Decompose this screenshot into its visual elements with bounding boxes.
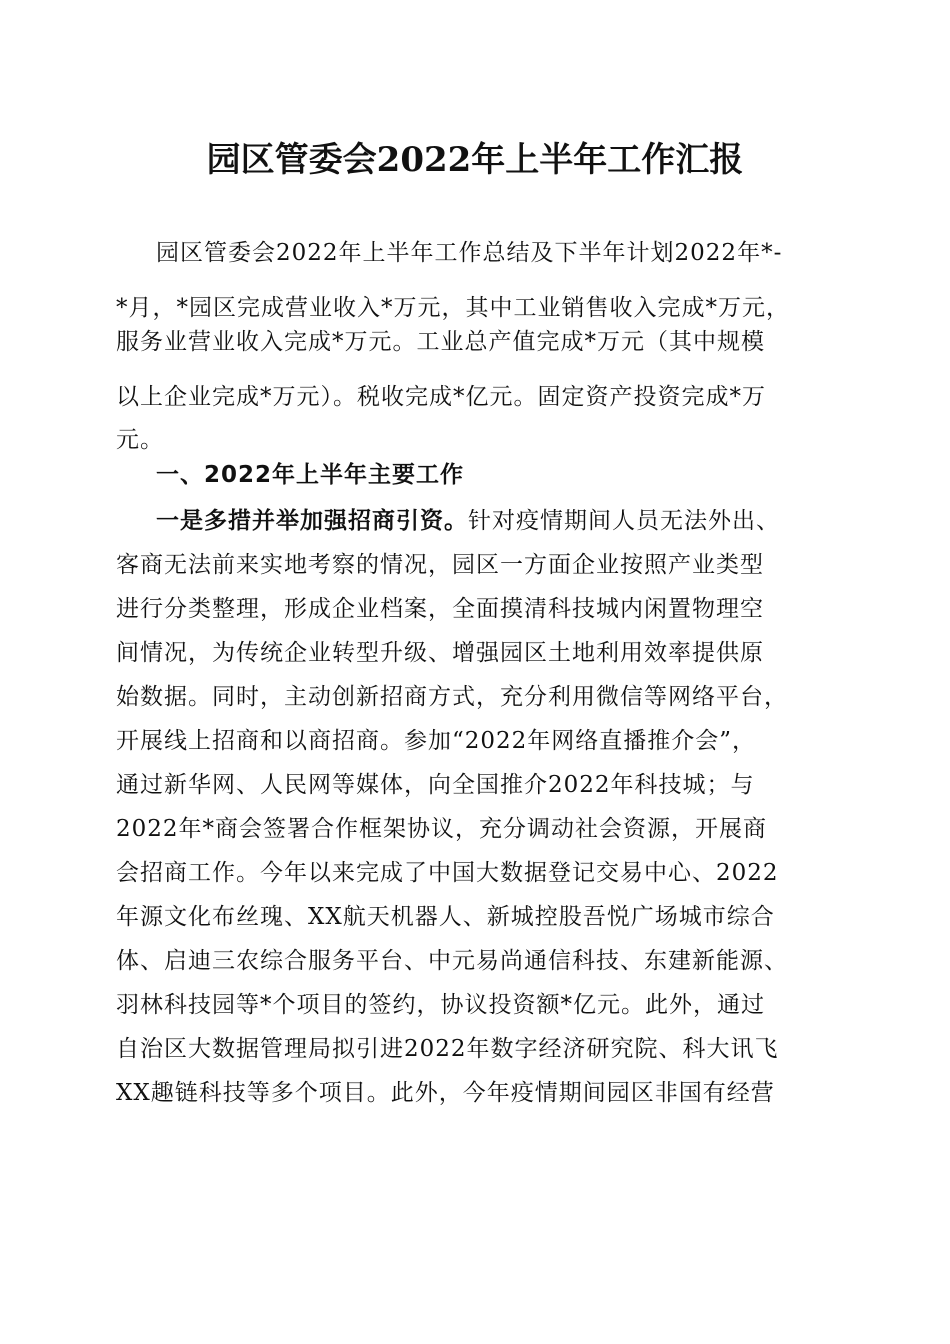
point1-lead: 一是多措并举加强招商引资。 (156, 507, 468, 534)
point1-first-line-rest: 针对疫情期间人员无法外出、 (468, 508, 780, 534)
point1-line: 通过新华网、人民网等媒体，向全国推介2022年科技城；与 (116, 772, 755, 798)
intro-line: 以上企业完成*万元）。税收完成*亿元。固定资产投资完成*万 (116, 384, 766, 410)
point1-line: 开展线上招商和以商招商。参加“2022年网络直播推介会”， (116, 728, 757, 754)
point1-line: 年源文化布丝瑰、XX航天机器人、新城控股吾悦广场城市综合 (116, 904, 775, 930)
point1-line: 客商无法前来实地考察的情况，园区一方面企业按照产业类型 (116, 552, 764, 578)
point1-line: 2022年*商会签署合作框架协议，充分调动社会资源，开展商 (116, 816, 768, 842)
point1-line: 体、启迪三农综合服务平台、中元易尚通信科技、东建新能源、 (116, 948, 788, 974)
point1-line: 自治区大数据管理局拟引进2022年数字经济研究院、科大讯飞 (116, 1036, 779, 1062)
point1-line: 间情况，为传统企业转型升级、增强园区土地利用效率提供原 (116, 640, 764, 666)
point1-line: XX趣链科技等多个项目。此外，今年疫情期间园区非国有经营 (116, 1080, 775, 1106)
intro-line: *月，*园区完成营业收入*万元，其中工业销售收入完成*万元， (116, 295, 790, 321)
point1-first-line (156, 501, 780, 541)
point1-line: 会招商工作。今年以来完成了中国大数据登记交易中心、2022 (116, 860, 779, 886)
intro-line: 元。 (116, 427, 164, 453)
point1-line: 始数据。同时，主动创新招商方式，充分利用微信等网络平台， (116, 684, 788, 710)
point1-line: 羽林科技园等*个项目的签约，协议投资额*亿元。此外，通过 (116, 992, 765, 1018)
section-heading: 一、2022年上半年主要工作 (156, 462, 465, 488)
point1-line: 进行分类整理，形成企业档案，全面摸清科技城内闲置物理空 (116, 596, 764, 622)
intro-line: 服务业营业收入完成*万元。工业总产值完成*万元（其中规模 (116, 329, 765, 355)
document-title: 园区管委会2022年上半年工作汇报 (206, 140, 744, 180)
intro-line: 园区管委会2022年上半年工作总结及下半年计划2022年*- (156, 240, 783, 266)
